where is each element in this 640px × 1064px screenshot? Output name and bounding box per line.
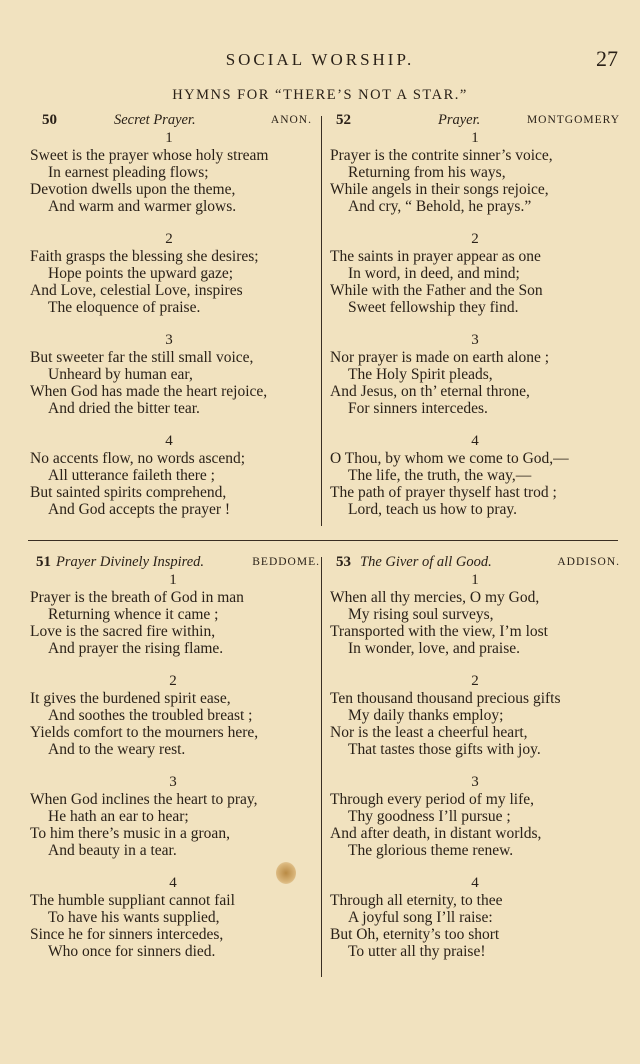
verse-line: Nor is the least a cheerful heart,: [330, 724, 528, 741]
hymn-53: [330, 554, 620, 960]
verse-line: In word, in deed, and mind;: [348, 265, 520, 282]
section-title: HYMNS FOR “THERE’S NOT A STAR.”: [172, 87, 468, 103]
verse: [330, 130, 620, 215]
horizontal-divider: [28, 540, 618, 541]
verse: [30, 875, 320, 960]
verse-line: Lord, teach us how to pray.: [348, 501, 518, 518]
verse-line: The eloquence of praise.: [48, 299, 201, 316]
hymn-51: [30, 554, 320, 960]
verse: [330, 774, 620, 859]
verse-line: And Love, celestial Love, inspires: [30, 282, 243, 299]
verse-line: Prayer is the contrite sinner’s voice,: [330, 147, 553, 164]
verse-line: The life, the truth, the way,—: [348, 467, 532, 484]
verse-number: 4: [471, 875, 479, 891]
verse-line: And cry, “ Behold, he prays.”: [348, 198, 532, 215]
verse-line: He hath an ear to hear;: [48, 808, 189, 825]
verse: [330, 433, 620, 518]
hymn-number: 51: [36, 554, 51, 570]
hymn-title: The Giver of all Good.: [360, 554, 492, 570]
verse-line: And warm and warmer glows.: [48, 198, 237, 215]
verse-line: No accents flow, no words ascend;: [30, 450, 246, 467]
verse-line: The glorious theme renew.: [348, 842, 514, 859]
verse-line: But sainted spirits comprehend,: [30, 484, 227, 501]
verse-line: And soothes the troubled breast ;: [48, 707, 253, 724]
hymn-52: [330, 112, 620, 518]
verse-line: When God has made the heart rejoice,: [30, 383, 268, 400]
verse-line: That tastes those gifts with joy.: [348, 741, 541, 758]
verse-number: 1: [471, 572, 479, 588]
verse: [330, 572, 620, 657]
verse-line: Returning from his ways,: [348, 164, 506, 181]
verse-line: Transported with the view, I’m lost: [330, 623, 548, 640]
verse-line: It gives the burdened spirit ease,: [30, 690, 231, 707]
verse-number: 3: [471, 332, 479, 348]
verse-number: 2: [165, 231, 173, 247]
verse-number: 4: [471, 433, 479, 449]
verse-line: Sweet is the prayer whose holy stream: [30, 147, 269, 164]
verse-line: While angels in their songs rejoice,: [330, 181, 549, 198]
hymn-title: Prayer.: [438, 112, 481, 128]
hymn-number: 52: [336, 112, 351, 128]
verse-line: And dried the bitter tear.: [48, 400, 200, 417]
verse-line: And God accepts the prayer !: [48, 501, 231, 518]
verse-line: A joyful song I’ll raise:: [348, 909, 493, 926]
hymn-author: ANON.: [270, 114, 312, 126]
verse: [330, 875, 620, 960]
page-header: [0, 46, 640, 76]
verse: [30, 774, 320, 859]
page-number: 27: [596, 46, 618, 71]
hymn-number: 50: [42, 112, 57, 128]
verse-line: Love is the sacred fire within,: [30, 623, 216, 640]
verse-line: Since he for sinners intercedes,: [30, 926, 224, 943]
verse-line: Prayer is the breath of God in man: [30, 589, 244, 606]
verse-line: To have his wants supplied,: [48, 909, 220, 926]
verse-line: And after death, in distant worlds,: [330, 825, 542, 842]
verse-line: To utter all thy praise!: [348, 943, 486, 960]
verse-number: 1: [471, 130, 479, 146]
running-title: SOCIAL WORSHIP.: [225, 50, 415, 69]
verse-line: Yields comfort to the mourners here,: [30, 724, 259, 741]
verse-number: 3: [169, 774, 177, 790]
verse-line: Devotion dwells upon the theme,: [30, 181, 236, 198]
verse: [30, 572, 320, 657]
verse-number: 2: [471, 673, 479, 689]
verse-line: Ten thousand thousand precious gifts: [330, 690, 561, 707]
hymn-title: Prayer Divinely Inspired.: [56, 554, 205, 570]
column-divider-bottom: [321, 557, 322, 977]
verse-number: 2: [169, 673, 177, 689]
verse-line: O Thou, by whom we come to God,—: [330, 450, 569, 467]
verse-line: The saints in prayer appear as one: [330, 248, 541, 265]
hymn-title: Secret Prayer.: [114, 112, 196, 128]
verse-line: Thy goodness I’ll pursue ;: [348, 808, 511, 825]
verse-line: All utterance faileth there ;: [48, 467, 215, 484]
verse: [330, 673, 620, 758]
verse-line: Returning whence it came ;: [48, 606, 219, 623]
verse-line: Faith grasps the blessing she desires;: [30, 248, 259, 265]
hymn-heading: [30, 112, 312, 130]
verse-number: 3: [471, 774, 479, 790]
verse-line: And Jesus, on th’ eternal throne,: [330, 383, 530, 400]
verse-line: But sweeter far the still small voice,: [30, 349, 254, 366]
verse-line: The Holy Spirit pleads,: [348, 366, 493, 383]
verse-number: 1: [169, 572, 177, 588]
verse-line: My rising soul surveys,: [348, 606, 494, 623]
verse-number: 4: [169, 875, 177, 891]
verse-line: To him there’s music in a groan,: [30, 825, 230, 842]
verse-line: The path of prayer thyself hast trod ;: [330, 484, 557, 501]
hymn-heading: [330, 112, 620, 130]
verse-line: In earnest pleading flows;: [48, 164, 209, 181]
verse: [30, 130, 312, 215]
verse-line: But Oh, eternity’s too short: [330, 926, 500, 943]
hymn-heading: [330, 554, 620, 572]
verse: [30, 673, 320, 758]
hymn-author: ADDISON.: [557, 556, 620, 568]
hymn-author: MONTGOMERY: [526, 114, 620, 126]
verse: [30, 332, 312, 417]
hymn-number: 53: [336, 554, 351, 570]
verse-line: My daily thanks employ;: [348, 707, 504, 724]
verse-number: 3: [165, 332, 173, 348]
verse-line: For sinners intercedes.: [348, 400, 488, 417]
hymn-heading: [30, 554, 320, 572]
verse-line: When God inclines the heart to pray,: [30, 791, 258, 808]
verse-line: The humble suppliant cannot fail: [30, 892, 235, 909]
verse-number: 2: [471, 231, 479, 247]
verse-line: Through every period of my life,: [330, 791, 535, 808]
verse-line: Who once for sinners died.: [48, 943, 216, 960]
verse-line: While with the Father and the Son: [330, 282, 543, 299]
verse-line: When all thy mercies, O my God,: [330, 589, 540, 606]
verse-line: And to the weary rest.: [48, 741, 186, 758]
verse: [330, 231, 620, 316]
verse-line: Through all eternity, to thee: [330, 892, 503, 909]
verse: [330, 332, 620, 417]
hymn-author: BEDDOME.: [252, 556, 320, 568]
verse-line: Nor prayer is made on earth alone ;: [330, 349, 550, 366]
column-divider-top: [321, 116, 322, 526]
verse: [30, 231, 312, 316]
verse-line: And beauty in a tear.: [48, 842, 177, 859]
verse-number: 1: [165, 130, 173, 146]
verse-line: In wonder, love, and praise.: [348, 640, 520, 657]
verse: [30, 433, 312, 518]
verse-line: Unheard by human ear,: [48, 366, 193, 383]
hymn-50: [30, 112, 312, 518]
verse-line: Hope points the upward gaze;: [48, 265, 234, 282]
verse-line: Sweet fellowship they find.: [348, 299, 519, 316]
verse-number: 4: [165, 433, 173, 449]
verse-line: And prayer the rising flame.: [48, 640, 224, 657]
